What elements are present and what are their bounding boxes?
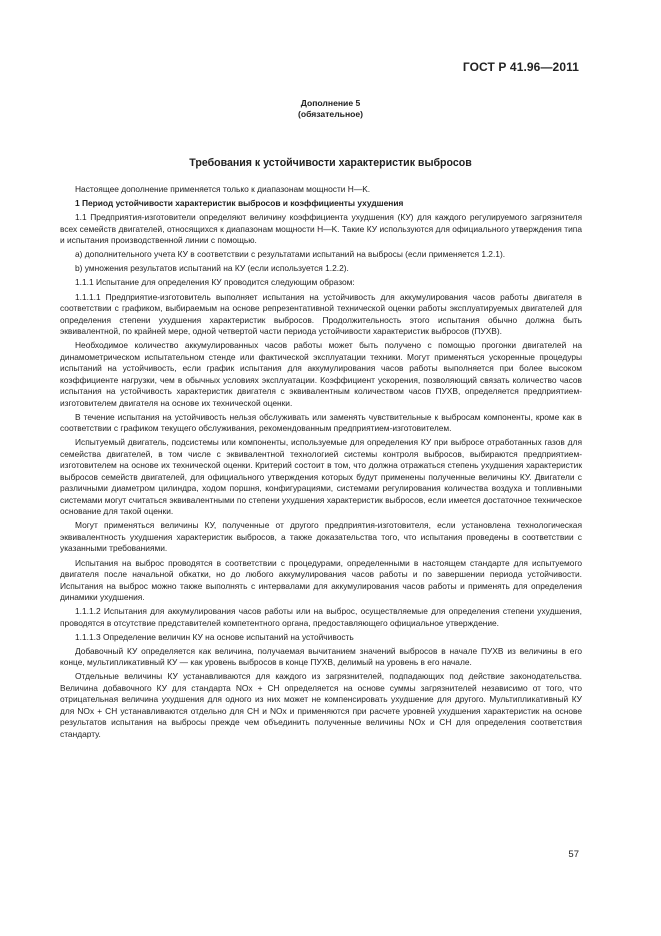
paragraph: 1.1.1.2 Испытания для аккумулирования часов работы или на выброс, осуществляемые для определения степени ухудшения, проводятся в отсутствие представителей компетентного органа, предоставляющего официальное утверждение. [60, 606, 582, 628]
body-text [60, 184, 582, 743]
paragraph: 1.1.1.1 Предприятие-изготовитель выполняет испытания на устойчивость для аккумулирования часов работы двигателя в соответствии с графиком, выбираемым на основе репрезентативной технической оценки работы эксплуатируемых двигателей для определения степени ухудшения характеристик выбросов. Продолжительность этого испытания обычно должна быть эквивалентной, по крайней мере, одной четвертой части периода устойчивости характеристик выбросов (ПУХВ). [60, 291, 582, 337]
paragraph: Испытуемый двигатель, подсистемы или компоненты, используемые для определения КУ при выбросе отработанных газов для семейства двигателей, в том числе с эквивалентной технологией системы контроля выбросов, выбираются предприятием-изготовителем на основе их технической оценки. Критерий состоит в том, что должна отражаться степень ухудшения характеристик выбросов семейств двигателей, для официального утверждения которых будут применены полученные величины КУ. Двигатели с различными диаметром цилиндра, ходом поршня, конфигурациями, системами регулирования количества воздуха и топливными системами могут считаться эквивалентными по степени ухудшения характеристик выбросов, если имеется достаточное техническое основание для такой оценки. [60, 437, 582, 517]
subsection-heading: 1 Период устойчивости характеристик выбросов и коэффициенты ухудшения [75, 198, 404, 209]
paragraph: 1.1.1 Испытание для определения КУ проводится следующим образом: [75, 277, 355, 288]
section-title: Требования к устойчивости характеристик выбросов [189, 157, 472, 169]
supplement-number: Дополнение 5 [300, 98, 361, 108]
paragraph: Добавочный КУ определяется как величина, получаемая вычитанием значений выбросов в начале ПУХВ из величины в его конце, мультипликативный КУ — как уровень выбросов в конце ПУХВ, делимый на уровень в его начале. [60, 645, 582, 668]
paragraph: Испытания на выброс проводятся в соответствии с процедурами, определенными в настоящем стандарте для испытуемого двигателя после начальной обкатки, но до любого аккумулирования часов работы и по завершении периода устойчивости. Испытания на выброс можно также выполнять с интервалами для аккумулирования часов работы и применять для определения динамики ухудшения. [60, 557, 582, 603]
supplement-status: (обязательное) [297, 109, 364, 119]
paragraph: Настоящее дополнение применяется только к диапазонам мощности H—K. [75, 184, 371, 194]
paragraph: а) дополнительного учета КУ в соответствии с результатами испытаний на выбросы (если применяется 1.2.1). [75, 249, 506, 260]
standard-header: ГОСТ Р 41.96—2011 [462, 60, 579, 74]
supplement-heading [0, 98, 661, 120]
paragraph: В течение испытания на устойчивость нельзя обслуживать или заменять чувствительные к выбросам компоненты, кроме как в соответствии с графиком текущего обслуживания, рекомендованным предприятием-изготовителем. [60, 411, 582, 434]
paragraph: Необходимое количество аккумулированных часов работы может быть получено с помощью прогонки двигателей на динамометрическом испытательном стенде или фактической эксплуатации техники. Могут применяться ускоренные процедуры испытаний на устойчивость, если график испытания для аккумулирования часов работы выполняется при более высоком коэффициенте нагрузки, чем в обычных условиях эксплуатации. Коэффициент ускорения, позволяющий связать количество часов испытания на устойчивость характеристик двигателя с эквивалентным количеством часов ПУХВ, определяется предприятием-изготовителем двигателя на основе их технической оценки. [60, 340, 582, 408]
paragraph: Могут применяться величины КУ, полученные от другого предприятия-изготовителя, если установлена технологическая эквивалентность ухудшения характеристик выбросов, а также доказательства того, что испытания проведены в соответствии с указанными требованиями. [60, 520, 582, 554]
paragraph: b) умножения результатов испытаний на КУ (если используется 1.2.2). [75, 263, 349, 274]
paragraph: Отдельные величины КУ устанавливаются для каждого из загрязнителей, подпадающих под действие законодательства. Величина добавочного КУ для стандарта NOx + CH определяется на основе суммы загрязнителей независимо от того, что отрицательная величина ухудшения для одного из них может не компенсировать ухудшение для другого. Мультипликативный КУ для NOx + CH устанавливаются отдельно для CH и NOx и применяются при расчете уровней ухудшения характеристик на основе результатов испытания на выбросы прежде чем объединить полученные величины NOx и CH для определения соответствия стандарту. [60, 671, 582, 739]
paragraph: 1.1.1.3 Определение величин КУ на основе испытаний на устойчивость [75, 631, 354, 642]
page-number: 57 [568, 849, 579, 860]
paragraph: 1.1 Предприятия-изготовители определяют величину коэффициента ухудшения (КУ) для каждого регулируемого загрязнителя всех семейств двигателей, относящихся к диапазонам мощности H—K. Такие КУ используются для официального утверждения типа и испытания производственной линии с помощью. [60, 212, 582, 246]
